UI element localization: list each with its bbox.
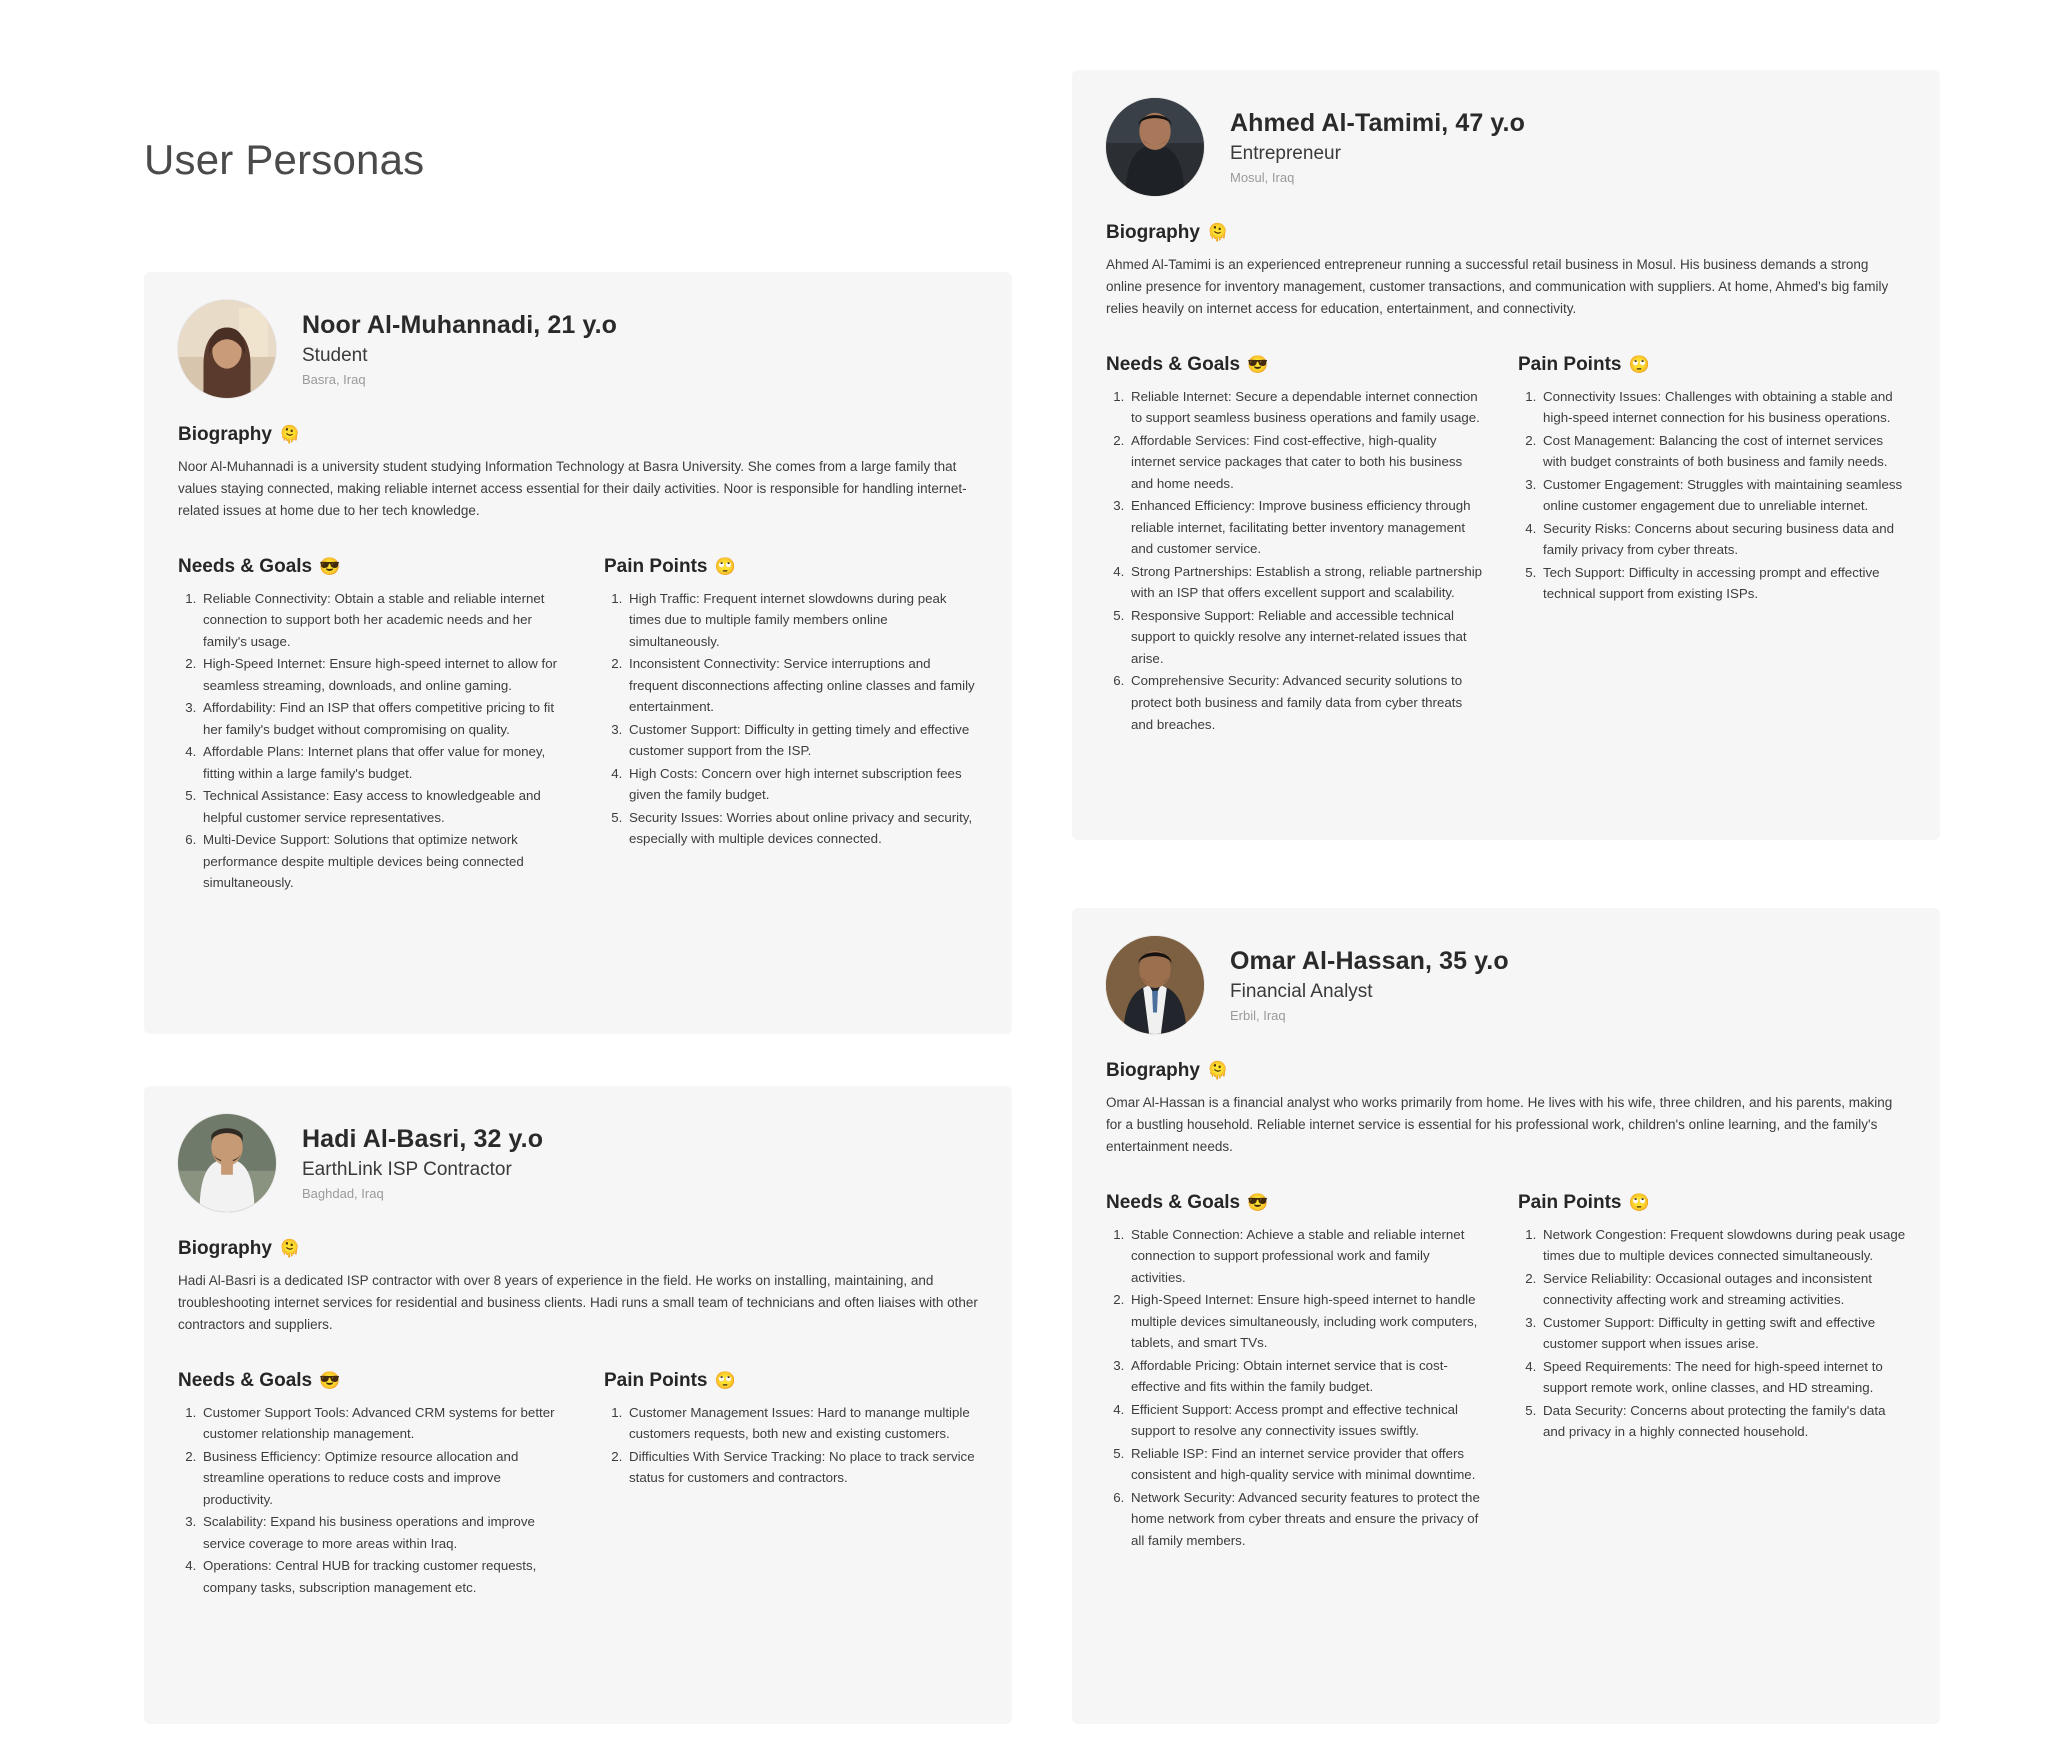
list-item: 5. Security Issues: Worries about online privacy and security, especially with multiple devices connected. [626,807,978,850]
melting-face-icon: 🫠 [1206,223,1229,242]
list-item: 1. Customer Management Issues: Hard to manange multiple customers requests, both new and existing customers. [626,1402,978,1445]
biography-label: Biography [178,1238,272,1259]
persona-location: Mosul, Iraq [1230,170,1295,186]
pain-points-label: Pain Points [604,1369,708,1391]
avatar [1106,936,1204,1034]
biography-text: Noor Al-Muhannadi is a university student studying Information Technology at Basra University. She comes from a large family that values staying connected, making reliable internet access essential for their daily activities. Noor is responsible for handling internet-related issues at home due to her tech knowledge. [178,459,967,518]
needs-list [178,1402,570,1599]
list-item: 5. Reliable ISP: Find an internet service provider that offers consistent and high-quality service with minimal downtime. [1128,1443,1484,1486]
list-item: 1. Stable Connection: Achieve a stable and reliable internet connection to support professional work and family activities. [1128,1224,1484,1289]
persona-name: Noor Al-Muhannadi, 21 y.o [302,311,618,339]
list-item: 3. Affordability: Find an ISP that offers competitive pricing to fit her family's budget without compromising on quality. [200,697,570,740]
list-item: 3. Customer Engagement: Struggles with maintaining seamless online customer engagement due to unreliable internet. [1540,474,1906,517]
needs-list [178,588,570,894]
biography-heading [178,1238,978,1260]
list-item: 2. Affordable Services: Find cost-effective, high-quality internet service packages that cater to both his business and home needs. [1128,430,1484,495]
persona-role: EarthLink ISP Contractor [302,1159,512,1181]
list-item: 1. Reliable Internet: Secure a dependable internet connection to support seamless business operations and family usage. [1128,386,1484,429]
persona-header [1106,98,1906,196]
persona-location: Erbil, Iraq [1230,1008,1286,1024]
pain-points-list [604,1402,978,1489]
biography-text: Omar Al-Hassan is a financial analyst who works primarily from home. He lives with his wife, three children, and his parents, making for a bustling household. Reliable internet service is essential for his professional work, children's online learning, and the family's entertainment needs. [1106,1095,1893,1154]
biography-label: Biography [1106,1060,1200,1081]
sunglasses-icon: 😎 [1247,1192,1269,1212]
biography-label: Biography [178,424,272,445]
persona-card-hadi [144,1086,1012,1724]
list-item: 2. Business Efficiency: Optimize resource allocation and streamline operations to reduce costs and improve productivity. [200,1446,570,1511]
list-item: 4. Efficient Support: Access prompt and effective technical support to resolve any connectivity issues swiftly. [1128,1399,1484,1442]
sunglasses-icon: 😎 [319,1370,341,1390]
list-item: 4. Operations: Central HUB for tracking customer requests, company tasks, subscription management etc. [200,1555,570,1598]
needs-heading [178,556,570,578]
rolling-eyes-icon: 🙄 [1628,354,1650,374]
list-item: 5. Data Security: Concerns about protecting the family's data and privacy in a highly connected household. [1540,1400,1906,1443]
list-item: 2. Difficulties With Service Tracking: No place to track service status for customers and contractors. [626,1446,978,1489]
list-item: 3. Enhanced Efficiency: Improve business efficiency through reliable internet, facilitating better inventory management and customer service. [1128,495,1484,560]
pain-points-list [1518,386,1906,605]
needs-label: Needs & Goals [178,555,313,577]
list-item: 5. Tech Support: Difficulty in accessing prompt and effective technical support from existing ISPs. [1540,562,1906,605]
list-item: 4. Strong Partnerships: Establish a strong, reliable partnership with an ISP that offers excellent support and scalability. [1128,561,1484,604]
persona-header [178,1114,978,1212]
list-item: 5. Responsive Support: Reliable and accessible technical support to quickly resolve any internet-related issues that arise. [1128,605,1484,670]
persona-header [178,300,978,398]
list-item: 2. High-Speed Internet: Ensure high-speed internet to handle multiple devices simultaneously, including work computers, tablets, and smart TVs. [1128,1289,1484,1354]
sunglasses-icon: 😎 [1247,354,1269,374]
pain-points-list [1518,1224,1906,1443]
needs-list [1106,386,1484,736]
persona-role: Student [302,345,368,367]
list-item: 3. Affordable Pricing: Obtain internet service that is cost-effective and fits within the family budget. [1128,1355,1484,1398]
persona-name: Ahmed Al-Tamimi, 47 y.o [1230,109,1525,137]
avatar [178,1114,276,1212]
pain-points-heading [1518,354,1906,376]
rolling-eyes-icon: 🙄 [714,1370,736,1390]
list-item: 3. Customer Support: Difficulty in getting timely and effective customer support from the ISP. [626,719,978,762]
melting-face-icon: 🫠 [1206,1061,1229,1080]
list-item: 4. Security Risks: Concerns about securing business data and family privacy from cyber threats. [1540,518,1906,561]
needs-label: Needs & Goals [1106,1191,1241,1213]
persona-name: Omar Al-Hassan, 35 y.o [1230,947,1509,975]
biography-heading [1106,222,1906,244]
biography-text: Ahmed Al-Tamimi is an experienced entrepreneur running a successful retail business in Mosul. His business demands a strong online presence for inventory management, customer transactions, and communication with suppliers. At home, Ahmed's big family relies heavily on internet access for education, entertainment, and connectivity. [1106,257,1889,316]
list-item: 2. High-Speed Internet: Ensure high-speed internet to allow for seamless streaming, downloads, and online gaming. [200,653,570,696]
pain-points-heading [604,556,978,578]
avatar [1106,98,1204,196]
list-item: 6. Comprehensive Security: Advanced security solutions to protect both business and family data from cyber threats and breaches. [1128,670,1484,735]
list-item: 1. Connectivity Issues: Challenges with obtaining a stable and high-speed internet connection for his business operations. [1540,386,1906,429]
needs-label: Needs & Goals [1106,353,1241,375]
persona-header [1106,936,1906,1034]
needs-heading [178,1370,570,1392]
page-title: User Personas [144,136,425,184]
list-item: 1. Customer Support Tools: Advanced CRM systems for better customer relationship management. [200,1402,570,1445]
list-item: 4. High Costs: Concern over high internet subscription fees given the family budget. [626,763,978,806]
persona-card-omar [1072,908,1940,1724]
needs-label: Needs & Goals [178,1369,313,1391]
pain-points-label: Pain Points [1518,1191,1622,1213]
biography-text: Hadi Al-Basri is a dedicated ISP contractor with over 8 years of experience in the field. He works on installing, maintaining, and troubleshooting internet services for residential and business clients. Hadi runs a small team of technicians and often liaises with other contractors and suppliers. [178,1273,978,1332]
persona-location: Basra, Iraq [302,372,366,388]
list-item: 6. Network Security: Advanced security features to protect the home network from cyber threats and ensure the privacy of all family members. [1128,1487,1484,1552]
pain-points-list [604,588,978,850]
persona-card-ahmed [1072,70,1940,840]
list-item: 5. Technical Assistance: Easy access to knowledgeable and helpful customer service representatives. [200,785,570,828]
needs-heading [1106,354,1484,376]
pain-points-heading [604,1370,978,1392]
pain-points-heading [1518,1192,1906,1214]
list-item: 2. Cost Management: Balancing the cost of internet services with budget constraints of both business and family needs. [1540,430,1906,473]
pain-points-label: Pain Points [604,555,708,577]
persona-role: Financial Analyst [1230,981,1373,1003]
needs-list [1106,1224,1484,1552]
biography-heading [178,424,978,446]
list-item: 6. Multi-Device Support: Solutions that optimize network performance despite multiple devices being connected simultaneously. [200,829,570,894]
list-item: 2. Service Reliability: Occasional outages and inconsistent connectivity affecting work and streaming activities. [1540,1268,1906,1311]
avatar [178,300,276,398]
list-item: 2. Inconsistent Connectivity: Service interruptions and frequent disconnections affecting online classes and family entertainment. [626,653,978,718]
persona-name: Hadi Al-Basri, 32 y.o [302,1125,544,1153]
melting-face-icon: 🫠 [278,425,301,444]
rolling-eyes-icon: 🙄 [1628,1192,1650,1212]
biography-heading [1106,1060,1906,1082]
list-item: 1. Reliable Connectivity: Obtain a stable and reliable internet connection to support both her academic needs and her family's usage. [200,588,570,653]
pain-points-label: Pain Points [1518,353,1622,375]
list-item: 1. High Traffic: Frequent internet slowdowns during peak times due to multiple family members online simultaneously. [626,588,978,653]
persona-card-noor [144,272,1012,1034]
list-item: 4. Speed Requirements: The need for high-speed internet to support remote work, online classes, and HD streaming. [1540,1356,1906,1399]
sunglasses-icon: 😎 [319,556,341,576]
melting-face-icon: 🫠 [278,1239,301,1258]
needs-heading [1106,1192,1484,1214]
list-item: 3. Customer Support: Difficulty in getting swift and effective customer support when issues arise. [1540,1312,1906,1355]
list-item: 3. Scalability: Expand his business operations and improve service coverage to more areas within Iraq. [200,1511,570,1554]
list-item: 4. Affordable Plans: Internet plans that offer value for money, fitting within a large family's budget. [200,741,570,784]
list-item: 1. Network Congestion: Frequent slowdowns during peak usage times due to multiple devices connected simultaneously. [1540,1224,1906,1267]
biography-label: Biography [1106,222,1200,243]
persona-role: Entrepreneur [1230,143,1341,165]
rolling-eyes-icon: 🙄 [714,556,736,576]
persona-location: Baghdad, Iraq [302,1186,384,1202]
